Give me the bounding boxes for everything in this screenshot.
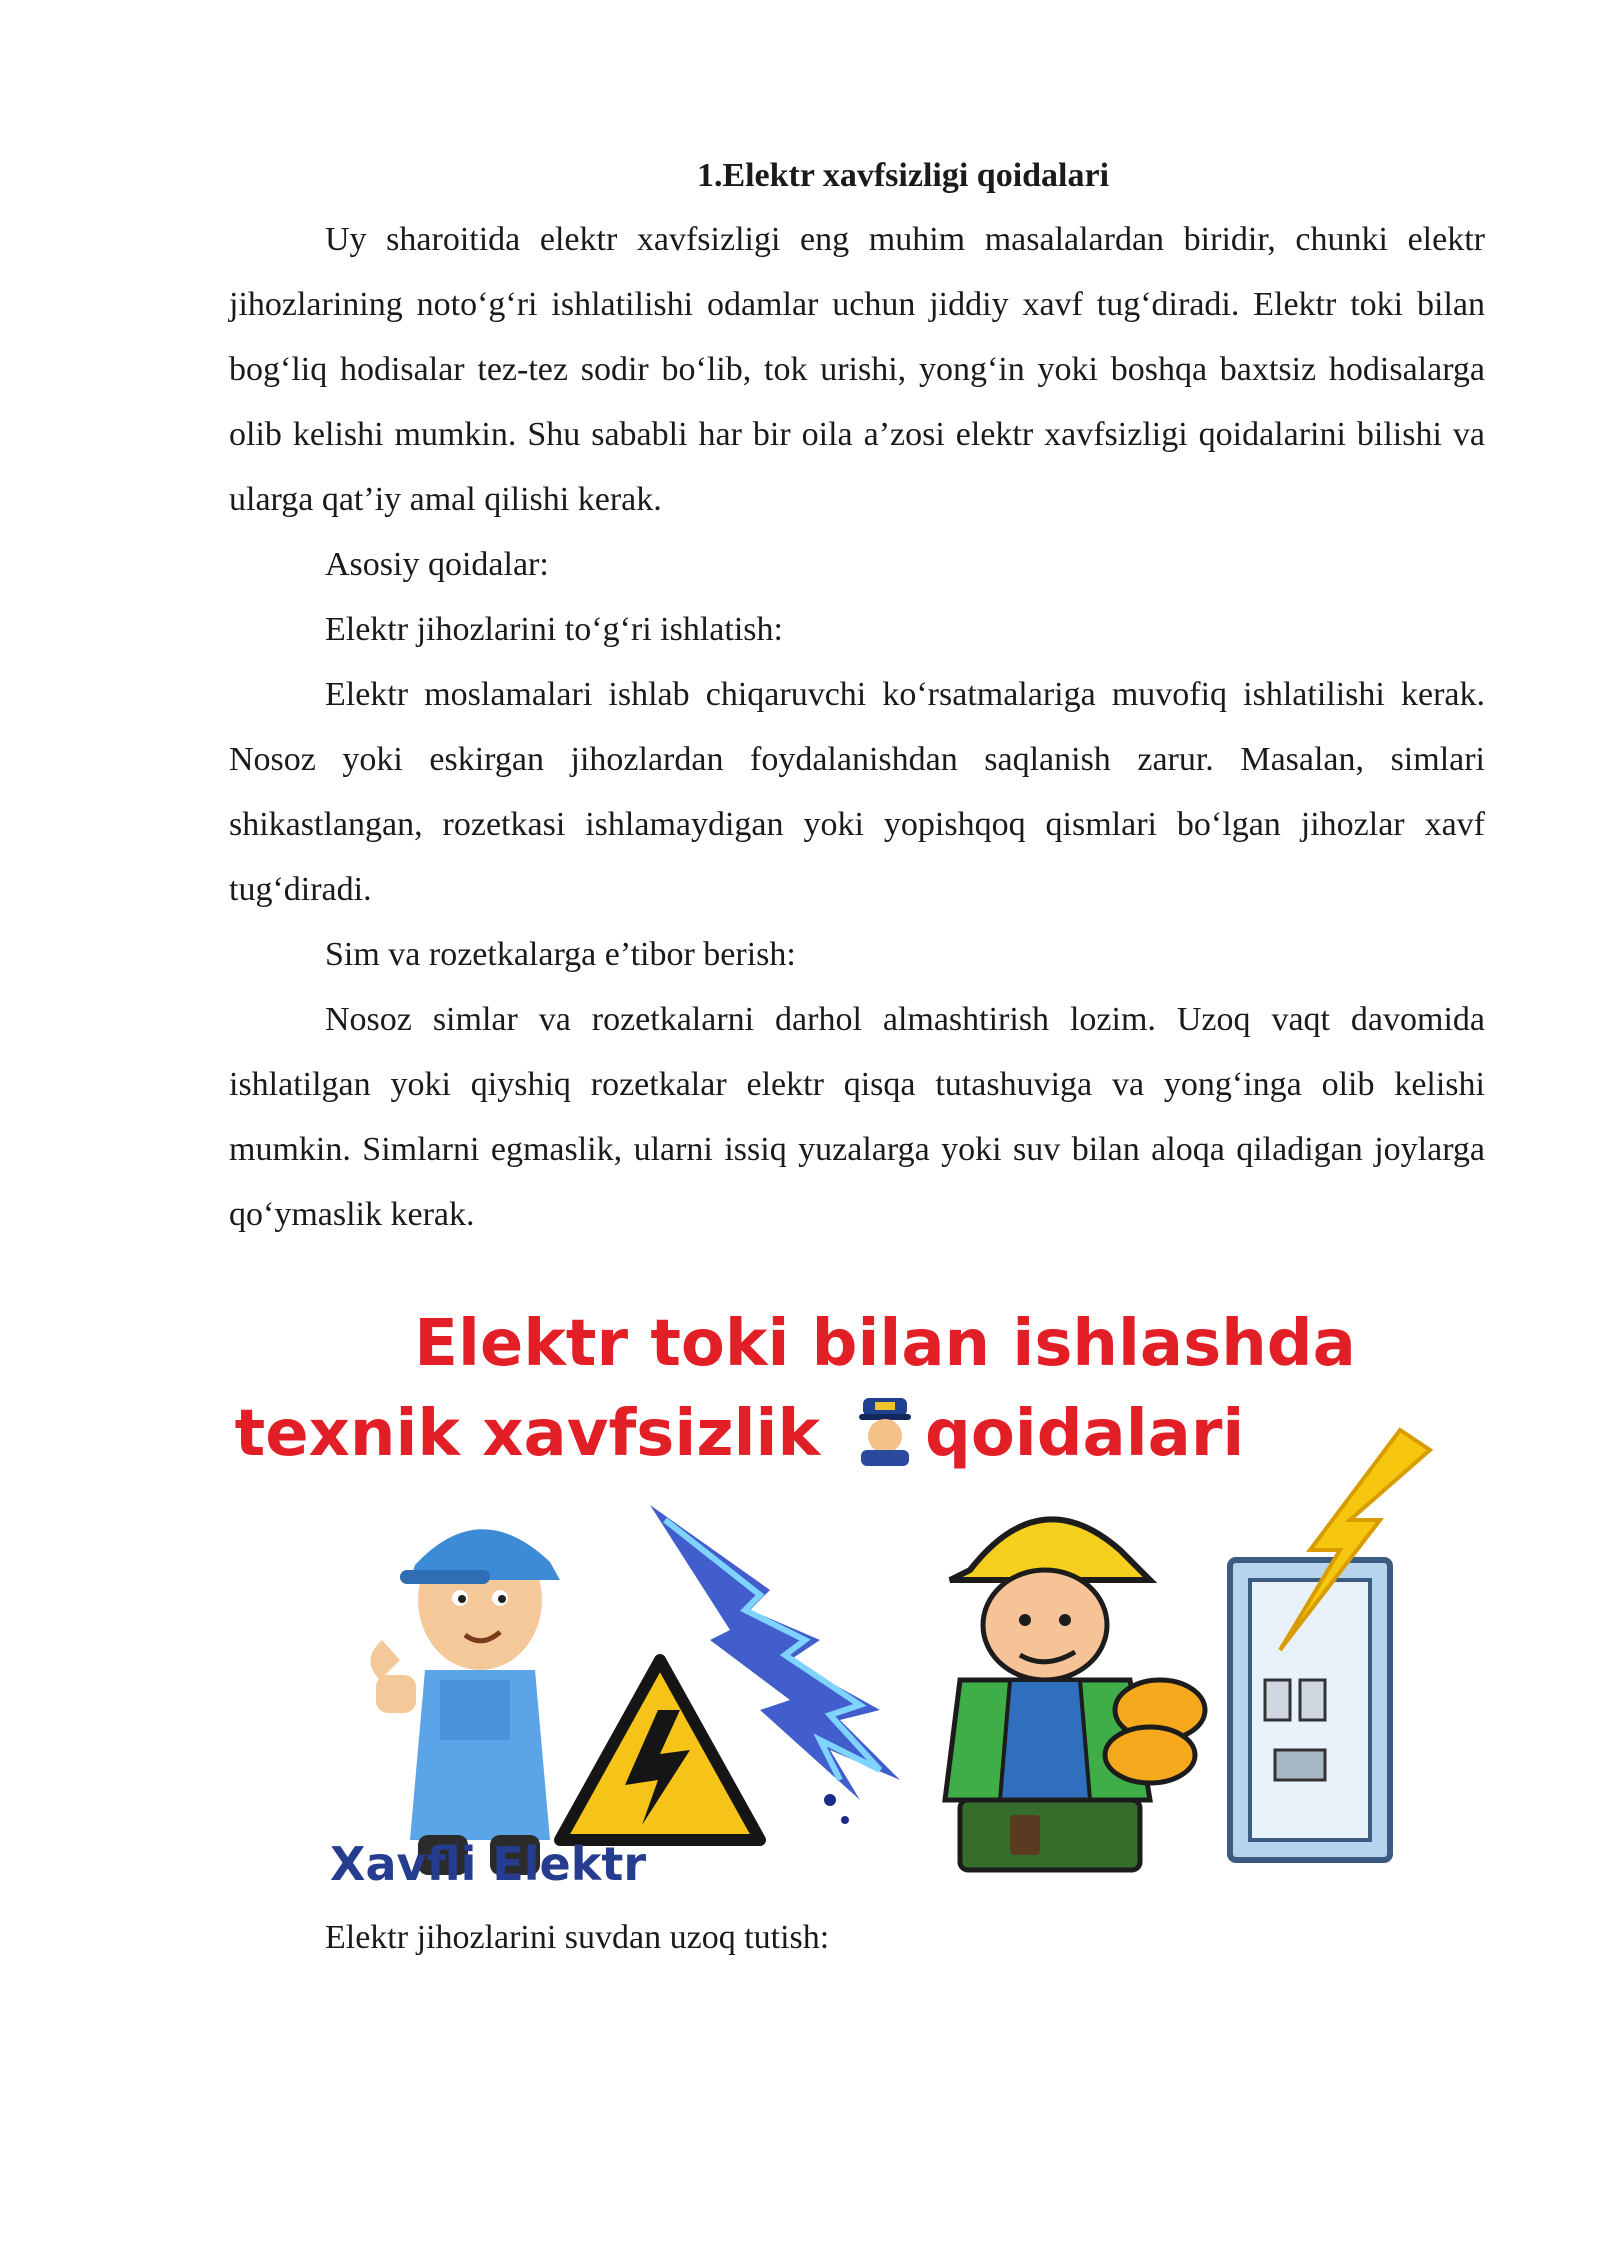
closing-column — [229, 1905, 1485, 1970]
paragraph-subheading-water: Elektr jihozlarini suvdan uzoq tutish: — [325, 1919, 830, 1956]
worker-thumbs-up-icon — [370, 1529, 560, 1875]
text-column — [229, 145, 1485, 1247]
banner-line-2b: qoidalari — [925, 1397, 1245, 1471]
police-officer-emoji-icon — [859, 1398, 911, 1466]
banner-line-2a: texnik xavfsizlik — [234, 1397, 820, 1471]
electrical-panel-icon — [1230, 1430, 1430, 1860]
paragraph-wires: Nosoz simlar va rozetkalarni darhol almashtirish lozim. Uzoq vaqt davomida ishlatilgan yoki qiyshiq rozetkalar elektr qisqa tutashuviga va yong‘inga olib kelishi mumkin. Simlarni egmaslik, ularni issiq yuzalarga yoki suv bilan aloqa qiladigan joylarga qo‘ymaslik kerak. — [229, 1001, 1485, 1233]
badge-text: Xavfli Elektr — [330, 1837, 647, 1891]
paragraph-usage: Elektr moslamalari ishlab chiqaruvchi ko‘rsatmalariga muvofiq ishlatilishi kerak. Nosoz yoki eskirgan jihozlardan foydalanishdan saqlanish zarur. Masalan, simlari shikastlangan, rozetkasi ishlamaydigan yoki yopishqoq qismlari bo‘lgan jihozlar xavf tug‘diradi. — [229, 676, 1485, 908]
section-title: 1.Elektr xavfsizligi qoidalari — [696, 157, 1110, 194]
paragraph-rules-heading: Asosiy qoidalar: — [325, 546, 549, 583]
electrician-icon — [945, 1519, 1205, 1870]
safety-poster-image — [234, 1280, 1450, 1895]
high-voltage-warning-icon — [560, 1660, 760, 1840]
paragraph-subheading-wires: Sim va rozetkalarga e’tibor berish: — [325, 936, 796, 973]
paragraph-intro: Uy sharoitida elektr xavfsizligi eng muhim masalalardan biridir, chunki elektr jihozlarining noto‘g‘ri ishlatilishi odamlar uchun jiddiy xavf tug‘diradi. Elektr toki bilan bog‘liq hodisalar tez-tez sodir bo‘lib, tok urishi, yong‘in yoki boshqa baxtsiz hodisalarga olib kelishi mumkin. Shu sababli har bir oila a’zosi elektr xavfsizligi qoidalarini bilishi va ularga qat’iy amal qilishi kerak. — [229, 221, 1485, 518]
paragraph-subheading-usage: Elektr jihozlarini to‘g‘ri ishlatish: — [325, 611, 783, 648]
banner-line-1: Elektr toki bilan ishlashda — [414, 1307, 1356, 1381]
